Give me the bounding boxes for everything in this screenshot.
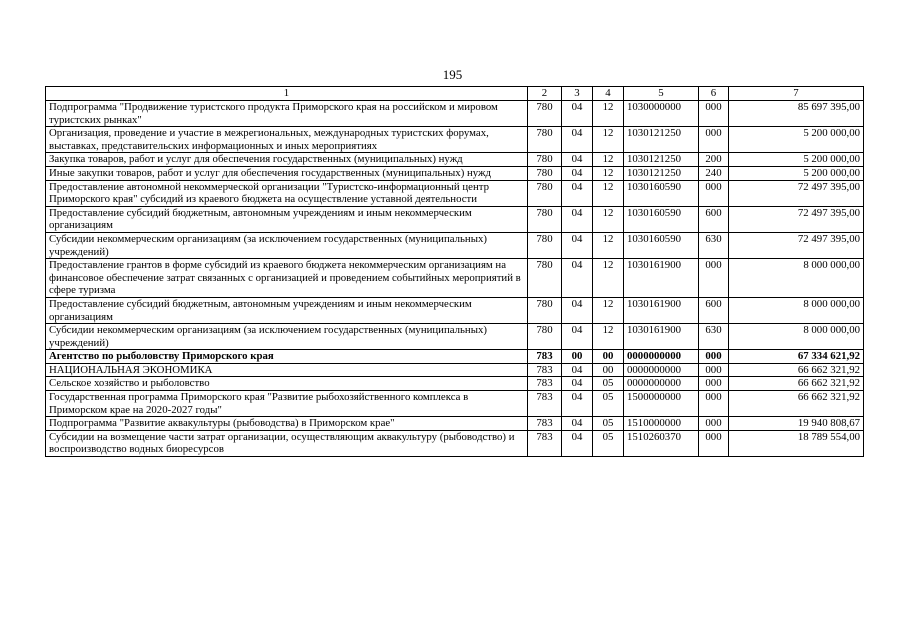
code-cell: 780 bbox=[528, 153, 562, 167]
table-row bbox=[46, 391, 864, 417]
code-cell: 1030160590 bbox=[624, 206, 699, 232]
column-header: 1 bbox=[46, 87, 528, 101]
column-header: 2 bbox=[528, 87, 562, 101]
amount-cell: 66 662 321,92 bbox=[729, 391, 864, 417]
row-name-cell: Агентство по рыболовству Приморского края bbox=[46, 350, 528, 364]
amount-cell: 8 000 000,00 bbox=[729, 324, 864, 350]
table-row bbox=[46, 127, 864, 153]
code-cell: 000 bbox=[699, 417, 729, 431]
code-cell: 780 bbox=[528, 297, 562, 323]
code-cell: 12 bbox=[593, 153, 624, 167]
code-cell: 1030121250 bbox=[624, 166, 699, 180]
code-cell: 000 bbox=[699, 363, 729, 377]
code-cell: 780 bbox=[528, 232, 562, 258]
code-cell: 780 bbox=[528, 127, 562, 153]
code-cell: 240 bbox=[699, 166, 729, 180]
amount-cell: 72 497 395,00 bbox=[729, 180, 864, 206]
header-row bbox=[46, 87, 864, 101]
code-cell: 04 bbox=[562, 180, 593, 206]
code-cell: 630 bbox=[699, 232, 729, 258]
column-header: 6 bbox=[699, 87, 729, 101]
table-row bbox=[46, 417, 864, 431]
code-cell: 780 bbox=[528, 206, 562, 232]
table-row bbox=[46, 206, 864, 232]
table-row bbox=[46, 166, 864, 180]
code-cell: 1030121250 bbox=[624, 127, 699, 153]
code-cell: 05 bbox=[593, 417, 624, 431]
code-cell: 000 bbox=[699, 430, 729, 456]
table-row bbox=[46, 232, 864, 258]
table-row bbox=[46, 297, 864, 323]
code-cell: 05 bbox=[593, 377, 624, 391]
code-cell: 600 bbox=[699, 297, 729, 323]
amount-cell: 85 697 395,00 bbox=[729, 101, 864, 127]
amount-cell: 18 789 554,00 bbox=[729, 430, 864, 456]
row-name-cell: Субсидии некоммерческим организациям (за исключением государственных (муниципальных) учреждений) bbox=[46, 232, 528, 258]
code-cell: 12 bbox=[593, 259, 624, 298]
row-name-cell: Закупка товаров, работ и услуг для обеспечения государственных (муниципальных) нужд bbox=[46, 153, 528, 167]
code-cell: 1510000000 bbox=[624, 417, 699, 431]
code-cell: 000 bbox=[699, 101, 729, 127]
table-row bbox=[46, 377, 864, 391]
code-cell: 000 bbox=[699, 180, 729, 206]
row-name-cell: Предоставление грантов в форме субсидий из краевого бюджета некоммерческим организациям на финансовое обеспечение затрат связанных с организацией и проведением событийных мероприятий в сфере туризма bbox=[46, 259, 528, 298]
row-name-cell: Субсидии на возмещение части затрат организации, осуществляющим аквакультуру (рыбоводство) и воспроизводство водных биоресурсов bbox=[46, 430, 528, 456]
code-cell: 200 bbox=[699, 153, 729, 167]
row-name-cell: Предоставление автономной некоммерческой организации "Туристско-информационный центр Приморского края" субсидий из краевого бюджета на осуществление уставной деятельности bbox=[46, 180, 528, 206]
column-header: 7 bbox=[729, 87, 864, 101]
amount-cell: 19 940 808,67 bbox=[729, 417, 864, 431]
amount-cell: 5 200 000,00 bbox=[729, 153, 864, 167]
amount-cell: 72 497 395,00 bbox=[729, 206, 864, 232]
code-cell: 1030161900 bbox=[624, 297, 699, 323]
code-cell: 1500000000 bbox=[624, 391, 699, 417]
row-name-cell: Предоставление субсидий бюджетным, автономным учреждениям и иным некоммерческим организациям bbox=[46, 297, 528, 323]
table-row bbox=[46, 153, 864, 167]
code-cell: 783 bbox=[528, 363, 562, 377]
code-cell: 04 bbox=[562, 127, 593, 153]
code-cell: 12 bbox=[593, 166, 624, 180]
code-cell: 1030160590 bbox=[624, 232, 699, 258]
code-cell: 1030161900 bbox=[624, 324, 699, 350]
table-row bbox=[46, 363, 864, 377]
code-cell: 780 bbox=[528, 166, 562, 180]
table-row bbox=[46, 101, 864, 127]
amount-cell: 66 662 321,92 bbox=[729, 377, 864, 391]
table-row bbox=[46, 324, 864, 350]
row-name-cell: Подпрограмма "Развитие аквакультуры (рыбоводства) в Приморском крае" bbox=[46, 417, 528, 431]
code-cell: 000 bbox=[699, 350, 729, 364]
row-name-cell: Организация, проведение и участие в межрегиональных, международных туристских форумах, выставках, представительских информационных и иных мероприятиях bbox=[46, 127, 528, 153]
code-cell: 0000000000 bbox=[624, 363, 699, 377]
code-cell: 04 bbox=[562, 232, 593, 258]
code-cell: 000 bbox=[699, 377, 729, 391]
page-number: 195 bbox=[442, 67, 463, 82]
code-cell: 000 bbox=[699, 391, 729, 417]
code-cell: 783 bbox=[528, 377, 562, 391]
code-cell: 630 bbox=[699, 324, 729, 350]
code-cell: 1510260370 bbox=[624, 430, 699, 456]
code-cell: 04 bbox=[562, 324, 593, 350]
table-row bbox=[46, 259, 864, 298]
code-cell: 780 bbox=[528, 101, 562, 127]
code-cell: 04 bbox=[562, 101, 593, 127]
code-cell: 600 bbox=[699, 206, 729, 232]
row-name-cell: Государственная программа Приморского края "Развитие рыбохозяйственного комплекса в Приморском крае на 2020-2027 годы" bbox=[46, 391, 528, 417]
code-cell: 000 bbox=[699, 127, 729, 153]
code-cell: 04 bbox=[562, 259, 593, 298]
code-cell: 05 bbox=[593, 430, 624, 456]
code-cell: 780 bbox=[528, 180, 562, 206]
code-cell: 04 bbox=[562, 430, 593, 456]
code-cell: 04 bbox=[562, 206, 593, 232]
amount-cell: 72 497 395,00 bbox=[729, 232, 864, 258]
amount-cell: 5 200 000,00 bbox=[729, 127, 864, 153]
code-cell: 000 bbox=[699, 259, 729, 298]
code-cell: 05 bbox=[593, 391, 624, 417]
code-cell: 04 bbox=[562, 391, 593, 417]
code-cell: 00 bbox=[562, 350, 593, 364]
table-row bbox=[46, 350, 864, 364]
budget-table bbox=[45, 86, 864, 457]
amount-cell: 5 200 000,00 bbox=[729, 166, 864, 180]
code-cell: 1030160590 bbox=[624, 180, 699, 206]
row-name-cell: Субсидии некоммерческим организациям (за исключением государственных (муниципальных) учреждений) bbox=[46, 324, 528, 350]
amount-cell: 8 000 000,00 bbox=[729, 297, 864, 323]
code-cell: 04 bbox=[562, 417, 593, 431]
code-cell: 0000000000 bbox=[624, 350, 699, 364]
code-cell: 783 bbox=[528, 417, 562, 431]
amount-cell: 66 662 321,92 bbox=[729, 363, 864, 377]
code-cell: 1030121250 bbox=[624, 153, 699, 167]
code-cell: 00 bbox=[593, 350, 624, 364]
code-cell: 783 bbox=[528, 350, 562, 364]
table-row bbox=[46, 180, 864, 206]
amount-cell: 8 000 000,00 bbox=[729, 259, 864, 298]
code-cell: 04 bbox=[562, 153, 593, 167]
code-cell: 04 bbox=[562, 363, 593, 377]
code-cell: 12 bbox=[593, 232, 624, 258]
table-row bbox=[46, 430, 864, 456]
code-cell: 780 bbox=[528, 259, 562, 298]
row-name-cell: НАЦИОНАЛЬНАЯ ЭКОНОМИКА bbox=[46, 363, 528, 377]
column-header: 3 bbox=[562, 87, 593, 101]
code-cell: 04 bbox=[562, 297, 593, 323]
code-cell: 780 bbox=[528, 324, 562, 350]
code-cell: 12 bbox=[593, 101, 624, 127]
code-cell: 12 bbox=[593, 324, 624, 350]
code-cell: 0000000000 bbox=[624, 377, 699, 391]
code-cell: 00 bbox=[593, 363, 624, 377]
column-header: 4 bbox=[593, 87, 624, 101]
row-name-cell: Подпрограмма "Продвижение туристского продукта Приморского края на российском и мировом туристских рынках" bbox=[46, 101, 528, 127]
code-cell: 12 bbox=[593, 180, 624, 206]
row-name-cell: Сельское хозяйство и рыболовство bbox=[46, 377, 528, 391]
code-cell: 04 bbox=[562, 166, 593, 180]
code-cell: 12 bbox=[593, 297, 624, 323]
row-name-cell: Предоставление субсидий бюджетным, автономным учреждениям и иным некоммерческим организациям bbox=[46, 206, 528, 232]
code-cell: 783 bbox=[528, 430, 562, 456]
code-cell: 1030161900 bbox=[624, 259, 699, 298]
code-cell: 12 bbox=[593, 206, 624, 232]
code-cell: 1030000000 bbox=[624, 101, 699, 127]
code-cell: 783 bbox=[528, 391, 562, 417]
code-cell: 12 bbox=[593, 127, 624, 153]
code-cell: 04 bbox=[562, 377, 593, 391]
column-header: 5 bbox=[624, 87, 699, 101]
amount-cell: 67 334 621,92 bbox=[729, 350, 864, 364]
row-name-cell: Иные закупки товаров, работ и услуг для обеспечения государственных (муниципальных) нужд bbox=[46, 166, 528, 180]
